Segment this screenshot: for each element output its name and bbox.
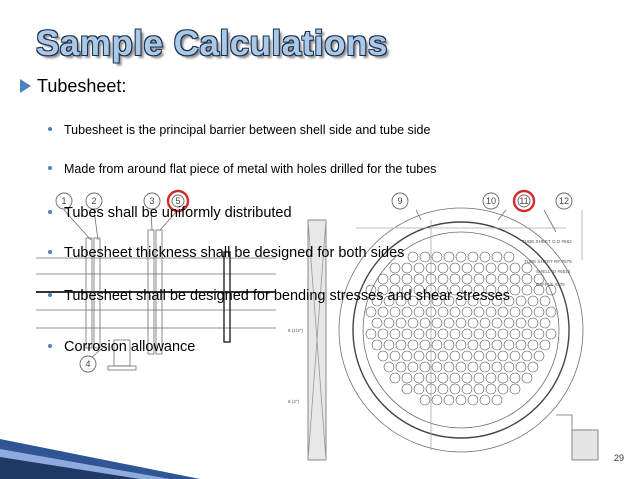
- bullet-item: [48, 339, 195, 355]
- drawing-label-nozzle-1: 6 (1/2"): [288, 328, 303, 333]
- callout-9: [392, 193, 408, 209]
- svg-text:11: 11: [519, 196, 529, 206]
- svg-text:10: 10: [485, 196, 497, 206]
- page-number: 29: [613, 453, 624, 463]
- bullet-text: Tubesheet thickness shall be designed for both sides: [64, 245, 405, 261]
- drawing-label-od: TUBE SHEET O.D #662: [522, 239, 572, 244]
- bullet-dot-icon: [48, 210, 52, 214]
- bullet-dot-icon: [48, 344, 52, 348]
- bullet-text: Tubesheet shall be designed for bending stresses and shear stresses: [64, 288, 511, 304]
- svg-text:9: 9: [397, 196, 403, 206]
- bullet-dot-icon: [48, 127, 52, 131]
- bullet-item: [48, 245, 404, 261]
- drawing-label-nozzle-2: 6 (2"): [288, 399, 300, 404]
- level1-heading-text: Tubesheet:: [37, 76, 127, 96]
- bullet-item: [48, 162, 436, 176]
- level1-heading: [20, 76, 126, 97]
- bullet-item: [48, 288, 510, 304]
- slide-title: Sample Calculations: [36, 24, 388, 63]
- bullet-dot-icon: [48, 293, 52, 297]
- svg-text:5: 5: [175, 196, 181, 206]
- svg-text:3: 3: [149, 196, 155, 206]
- bullet-text: Tubes shall be uniformly distributed: [64, 205, 292, 221]
- bullet-item: [48, 123, 430, 137]
- bullet-text: Corrosion allowance: [64, 339, 196, 355]
- footer-wedge: [0, 399, 200, 479]
- callout-11-highlighted: [514, 191, 534, 211]
- svg-text:2: 2: [91, 196, 97, 206]
- bullet-item: [48, 205, 292, 221]
- arrow-bullet-icon: [20, 79, 31, 93]
- drawing-label-shell-id: SHELL ID #5815: [536, 269, 571, 274]
- callout-4: [80, 356, 96, 372]
- drawing-label-baffle: BAFFLE #575: [536, 282, 565, 287]
- svg-text:4: 4: [85, 359, 91, 369]
- bullet-dot-icon: [48, 250, 52, 254]
- svg-text:12: 12: [558, 196, 570, 206]
- bullet-text: Made from around flat piece of metal with holes drilled for the tubes: [64, 162, 437, 176]
- callout-10: [483, 193, 499, 209]
- callout-12: [556, 193, 572, 209]
- drawing-label-rf: TUBE SHEET RF #578: [524, 259, 572, 264]
- bullet-dot-icon: [48, 166, 52, 170]
- bullet-text: Tubesheet is the principal barrier between shell side and tube side: [64, 123, 431, 137]
- svg-text:1: 1: [61, 196, 67, 206]
